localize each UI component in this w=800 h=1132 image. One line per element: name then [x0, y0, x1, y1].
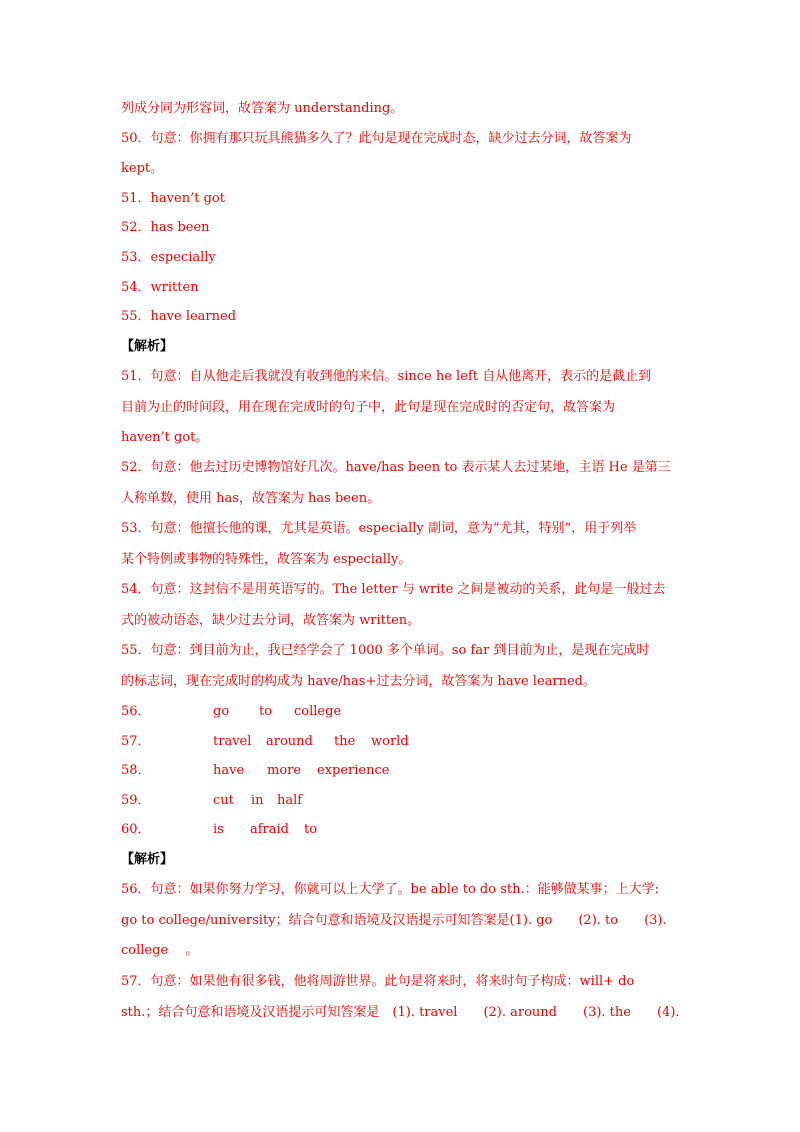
- text-line: haven’t got。: [121, 430, 209, 445]
- text-line: 式的被动语态，缺少过去分词，故答案为 written。: [121, 613, 421, 628]
- text-line: 人称单数，使用 has，故答案为 has been。: [121, 491, 381, 506]
- answer-51: 51．haven’t got: [121, 191, 225, 206]
- answer-word: cut: [213, 793, 234, 808]
- answer-word: to: [304, 822, 318, 837]
- answer-53: 53．especially: [121, 250, 216, 265]
- answer-56: [121, 703, 681, 721]
- answer-58: [121, 762, 681, 780]
- text-line: 列成分同为形容词，故答案为 understanding。: [121, 101, 404, 116]
- text-line: 某个特例或事物的特殊性，故答案为 especially。: [121, 552, 412, 567]
- answer-word: experience: [317, 763, 390, 778]
- text-line: 50．句意：你拥有那只玩具熊猫多久了？此句是现在完成时态，缺少过去分词，故答案为: [121, 131, 632, 146]
- text-line: college 。: [121, 943, 199, 958]
- answer-word: college: [294, 704, 342, 719]
- text-line: 57．句意：如果他有很多钱，他将周游世界。此句是将来时，将来时句子构成：will+ do: [121, 974, 635, 989]
- answer-55: 55．have learned: [121, 309, 237, 324]
- answer-52: 52．has been: [121, 220, 210, 235]
- answer-word: afraid: [250, 822, 290, 837]
- answer-word: more: [267, 763, 302, 778]
- text-line: kept。: [121, 161, 164, 176]
- text-line: 55．句意：到目前为止，我已经学会了 1000 多个单词。so far 到目前为止，是现在完成时: [121, 643, 650, 658]
- answer-word: half: [277, 793, 303, 808]
- answer-word: travel: [213, 734, 252, 749]
- answer-word: in: [251, 793, 264, 808]
- answer-60: [121, 821, 681, 839]
- text-line: 52．句意：他去过历史博物馆好几次。have/has been to 表示某人去过某地，主语 He 是第三: [121, 460, 671, 475]
- answer-54: 54．written: [121, 280, 199, 295]
- explanation-heading: 【解析】: [121, 852, 174, 867]
- text-line: 的标志词，现在完成时的构成为 have/has+过去分词，故答案为 have learned。: [121, 674, 596, 689]
- answer-word: world: [371, 734, 409, 749]
- text-line: 53．句意：他擅长他的课，尤其是英语。especially 副词，意为“尤其，特别”，用于列举: [121, 521, 637, 536]
- answer-word: go: [213, 704, 230, 719]
- answer-word: have: [213, 763, 245, 778]
- answer-word: around: [266, 734, 313, 749]
- text-line: 51．句意：自从他走后我就没有收到他的来信。since he left 自从他离开，表示的是截止到: [121, 369, 652, 384]
- text-line: 56．句意：如果你努力学习，你就可以上大学了。be able to do sth.：能够做某事；上大学:: [121, 882, 659, 897]
- text-line: sth.；结合句意和语境及汉语提示可知答案是 (1). travel (2). around (3). the (4).: [121, 1005, 680, 1020]
- answer-number: 56．: [121, 704, 151, 719]
- answer-number: 59．: [121, 793, 151, 808]
- answer-number: 57．: [121, 734, 151, 749]
- text-line: 54．句意：这封信不是用英语写的。The letter 与 write 之间是被动的关系，此句是一般过去: [121, 582, 666, 597]
- answer-word: the: [334, 734, 356, 749]
- answer-word: to: [259, 704, 273, 719]
- answer-word: is: [213, 822, 224, 837]
- text-line: go to college/university；结合句意和语境及汉语提示可知答案是(1). go (2). to (3).: [121, 913, 667, 928]
- explanation-heading: 【解析】: [121, 339, 174, 354]
- text-line: 目前为止的时间段，用在现在完成时的句子中，此句是现在完成时的否定句，故答案为: [121, 400, 616, 415]
- answer-number: 58．: [121, 763, 151, 778]
- answer-59: [121, 792, 681, 810]
- answer-57: [121, 733, 681, 751]
- answer-number: 60．: [121, 822, 151, 837]
